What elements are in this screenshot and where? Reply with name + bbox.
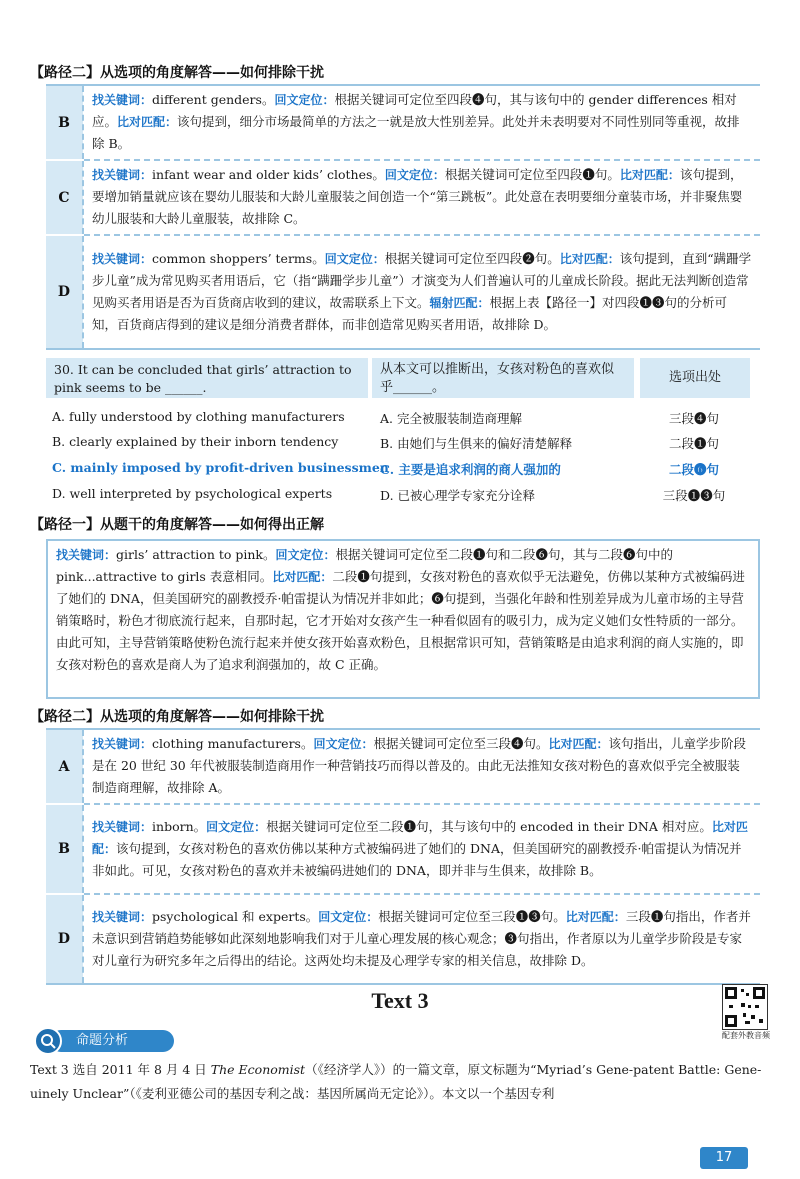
section-label: 命题分析	[50, 1030, 174, 1052]
text3-title: Text 3	[371, 988, 429, 1013]
qr-caption: 配套外教音频	[722, 1031, 770, 1040]
option-d-zh: D. 已被心理学专家充分诠释	[380, 488, 536, 503]
question-stem-zh: 从本文可以推断出，女孩对粉色的喜欢似乎______。	[372, 358, 634, 398]
option-b-en: B. clearly explained by their inborn tendency	[52, 434, 339, 449]
option-c-zh: C. 主要是追求利润的商人强加的	[380, 462, 561, 477]
option-a-source: 三段❹句	[668, 411, 719, 426]
option-analysis: 找关键词：common shoppers’ terms。回文定位：根据关键词可定位至四段❷句。比对匹配：该句提到，直到“蹒跚学步儿童”成为常见购买者用语后，它（指“蹒跚学步儿童”）才演变为人们普遍认可的儿童成长阶段。据此无法判断创造常见购买者用语是否为百货商店收到的建议，故需联系上下文。辐射匹配：根据上表【路径一】对四段❶❸句的分析可知，百货商店得到的建议是细分消费者群体，而非创造常见购买者用语，故排除 D。	[83, 235, 760, 349]
option-c-source: 二段❻句	[668, 462, 719, 477]
option-b-source: 二段❶句	[668, 436, 719, 451]
table-row	[46, 85, 760, 160]
option-b-zh: B. 由她们与生俱来的偏好清楚解释	[380, 436, 573, 451]
option-a-zh: A. 完全被服装制造商理解	[380, 411, 522, 426]
table-row	[46, 160, 760, 235]
option-d-en: D. well interpreted by psychological experts	[52, 486, 333, 501]
option-analysis: 找关键词：infant wear and older kids’ clothes。回文定位：根据关键词可定位至四段❶句。比对匹配：该句提到，要增加销量就应该在婴幼儿服装和大龄儿童服装之间创造一个“第三跳板”。此处意在表明要细分童装市场，并非聚焦婴幼儿服装和大龄儿童服装，故排除 C。	[83, 160, 760, 235]
route1-title: 【路径一】从题干的角度解答——如何得出正解	[30, 517, 324, 533]
route2-top-table	[46, 84, 760, 350]
route2-top-title: 【路径二】从选项的角度解答——如何排除干扰	[30, 65, 324, 81]
qr-code-icon[interactable]	[722, 984, 768, 1030]
option-analysis: 找关键词：clothing manufacturers。回文定位：根据关键词可定位至三段❹句。比对匹配：该句指出，儿童学步阶段是在 20 世纪 30 年代被服装制造商用作一种营销技巧而得以普及的。由此无法推知女孩对粉色的喜欢似乎完全被服装制造商理解，故排除 A。	[83, 729, 760, 804]
search-icon	[34, 1027, 62, 1055]
table-row	[46, 235, 760, 349]
question-stem-en: 30. It can be concluded that girls’ attraction to pink seems to be ______.	[46, 358, 368, 398]
source-header: 选项出处	[640, 358, 750, 398]
option-label: D	[46, 235, 83, 349]
option-label: B	[46, 85, 83, 160]
option-a-en: A. fully understood by clothing manufacturers	[52, 409, 345, 424]
table-row	[46, 894, 760, 984]
route2-bottom-title: 【路径二】从选项的角度解答——如何排除干扰	[30, 709, 324, 725]
route1-analysis: 找关键词：girls’ attraction to pink。回文定位：根据关键词可定位至二段❶句和二段❻句，其与二段❻句中的 pink...attractive to girls 表意相同。比对匹配：二段❶句提到，女孩对粉色的喜欢似乎无法避免，仿佛以某种方式被编码进了她们的 DNA，但美国研究的副教授乔·帕雷提认为情况并非如此；❻句提到，当强化年龄和性别差异成为儿童市场的主导营销策略时，粉色才彻底流行起来，自那时起，它才开始对女孩产生一种看似固有的吸引力，成为定义她们女性特质的一部分。由此可知，主导营销策略使粉色流行起来并使女孩开始喜欢粉色，且根据常识可知，营销策略是由追求利润的商人实施的，即女孩对粉色的喜欢是商人为了追求利润强加的，故 C 正确。	[46, 539, 760, 699]
table-row	[46, 729, 760, 804]
option-analysis: 找关键词：psychological 和 experts。回文定位：根据关键词可定位至三段❶❸句。比对匹配：三段❶句指出，作者并未意识到营销趋势能够如此深刻地影响我们对于儿童心理发展的核心观念；❸句指出，作者原以为儿童学步阶段是专家对儿童行为研究多年之后得出的结论。这两处均未提及心理学专家的相关信息，故排除 D。	[83, 894, 760, 984]
option-d-source: 三段❶❸句	[662, 488, 726, 503]
route2-bottom-table	[46, 728, 760, 985]
intro-paragraph: Text 3 选自 2011 年 8 月 4 日 The Economist（《经济学人》）的一篇文章，原文标题为“Myriad’s Gene-patent Battle: Gene-uinely Unclear”（《麦利亚德公司的基因专利之战：基因所属尚无定论》）。本文以一个基因专利	[30, 1062, 762, 1101]
option-label: D	[46, 894, 83, 984]
option-label: C	[46, 160, 83, 235]
option-analysis: 找关键词：different genders。回文定位：根据关键词可定位至四段❹句，其与该句中的 gender differences 相对应。比对匹配：该句提到，细分市场最简单的方法之一就是放大性别差异。此处并未表明要对不同性别同等重视，故排除 B。	[83, 85, 760, 160]
section-header	[34, 1030, 174, 1052]
option-label: A	[46, 729, 83, 804]
table-row	[46, 804, 760, 894]
option-c-en: C. mainly imposed by profit-driven businessmen	[52, 460, 389, 475]
option-label: B	[46, 804, 83, 894]
page-number: 17	[700, 1147, 748, 1169]
option-analysis: 找关键词：inborn。回文定位：根据关键词可定位至二段❶句，其与该句中的 encoded in their DNA 相对应。比对匹配：该句提到，女孩对粉色的喜欢仿佛以某种方式被编码进了她们的 DNA，但美国研究的副教授乔·帕雷提认为情况并非如此。可见，女孩对粉色的喜欢并未被编码进她们的 DNA，即并非与生俱来，故排除 B。	[83, 804, 760, 894]
